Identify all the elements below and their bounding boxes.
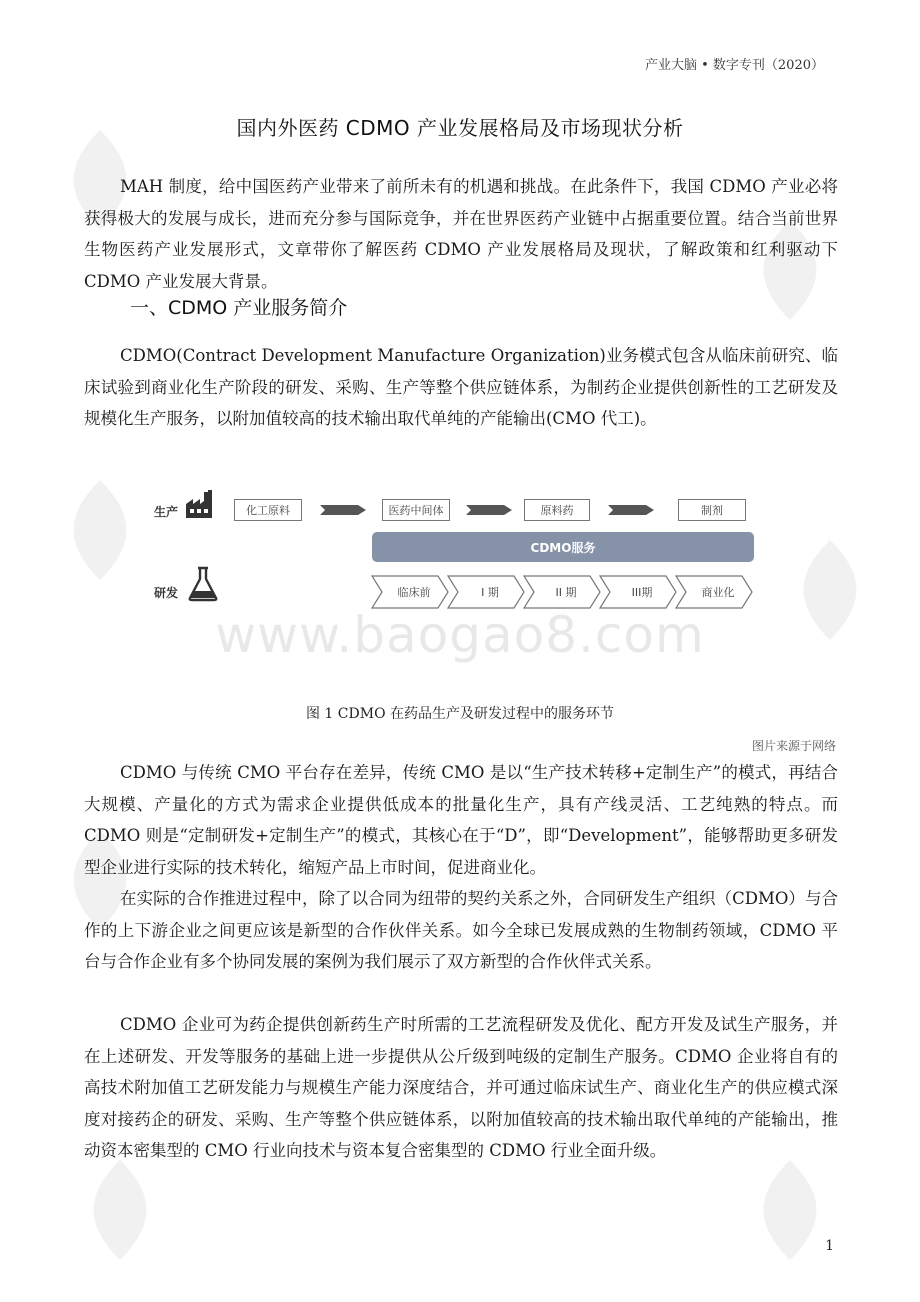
flask-icon (188, 566, 218, 602)
section-heading: 一、CDMO 产业服务简介 (130, 297, 348, 319)
rd-label: 研发 (154, 586, 179, 600)
production-step: 制剂 (678, 499, 746, 521)
production-step: 原料药 (524, 499, 590, 521)
rd-step: III期 (631, 586, 653, 599)
body-paragraph: CDMO 与传统 CMO 平台存在差异，传统 CMO 是以“生产技术转移+定制生产”的模式，再结合大规模、产量化的方式为需求企业提供低成本的批量化生产，具有产线灵活、工艺纯熟的特点。而 CDMO 则是“定制研发+定制生产”的模式，其核心在于“D”，即“Development”，能够帮助更多研发型企业进行实际的技术转化，缩短产品上市时间，促进商业化。 (84, 763, 838, 877)
body-paragraph: CDMO 企业可为药企提供创新药生产时所需的工艺流程研发及优化、配方开发及试生产服务，并在上述研发、开发等服务的基础上进一步提供从公斤级到吨级的定制生产服务。CDMO 企业将自有的高技术附加值工艺研发能力与规模生产能力深度结合，并可通过临床试生产、商业化生产的供应模式深度对接药企的研发、采购、生产等整个供应链体系，以附加值较高的技术输出取代单纯的产能输出，推动资本密集型的 CMO 行业向技术与资本复合密集型的 CDMO 行业全面升级。 (84, 1015, 838, 1160)
article-title: 国内外医药 CDMO 产业发展格局及市场现状分析 (236, 116, 684, 140)
production-step: 化工原料 (234, 499, 302, 521)
rd-step: I 期 (481, 586, 499, 599)
section-paragraph: CDMO(Contract Development Manufacture Organization)业务模式包含从临床前研究、临床试验到商业化生产阶段的研发、采购、生产等整个供应链体系，为制药企业提供创新性的工艺研发及规模化生产服务，以附加值较高的技术输出取代单纯的产能输出(CMO 代工)。 (84, 346, 838, 428)
page-number: 1 (825, 1238, 834, 1254)
arrow-right-icon (320, 505, 366, 515)
background-watermark-icon (60, 1150, 180, 1270)
rd-step: II 期 (555, 586, 577, 599)
rd-step: 临床前 (397, 586, 431, 599)
body-paragraph: 在实际的合作推进过程中，除了以合同为纽带的契约关系之外，合同研发生产组织（CDMO）与合作的上下游企业之间更应该是新型的合作伙伴关系。如今全球已发展成熟的生物制药领域，CDMO 平台与合作企业有多个协同发展的案例为我们展示了双方新型的合作伙伴式关系。 (84, 889, 838, 971)
running-header: 产业大脑 • 数字专刊（2020） (644, 58, 824, 73)
production-step: 医药中间体 (382, 499, 450, 521)
intro-paragraph: MAH 制度，给中国医药产业带来了前所未有的机遇和挑战。在此条件下，我国 CDMO 产业必将获得极大的发展与成长，进而充分参与国际竞争，并在世界医药产业链中占据重要位置。结合当前世界生物医药产业发展形式，文章带你了解医药 CDMO 产业发展格局及现状，了解政策和红利驱动下 CDMO 产业发展大背景。 (84, 177, 838, 291)
cdmo-service-bar: CDMO服务 (372, 532, 754, 562)
rd-step: 商业化 (701, 586, 735, 599)
production-label: 生产 (154, 505, 179, 519)
site-watermark: www.baogao8.com (215, 606, 705, 664)
arrow-right-icon (608, 505, 654, 515)
arrow-right-icon (466, 505, 512, 515)
figure-source: 图片来源于网络 (751, 739, 836, 753)
factory-icon (184, 488, 218, 520)
rd-phase-chevrons (370, 574, 756, 610)
figure-caption: 图 1 CDMO 在药品生产及研发过程中的服务环节 (305, 706, 614, 722)
